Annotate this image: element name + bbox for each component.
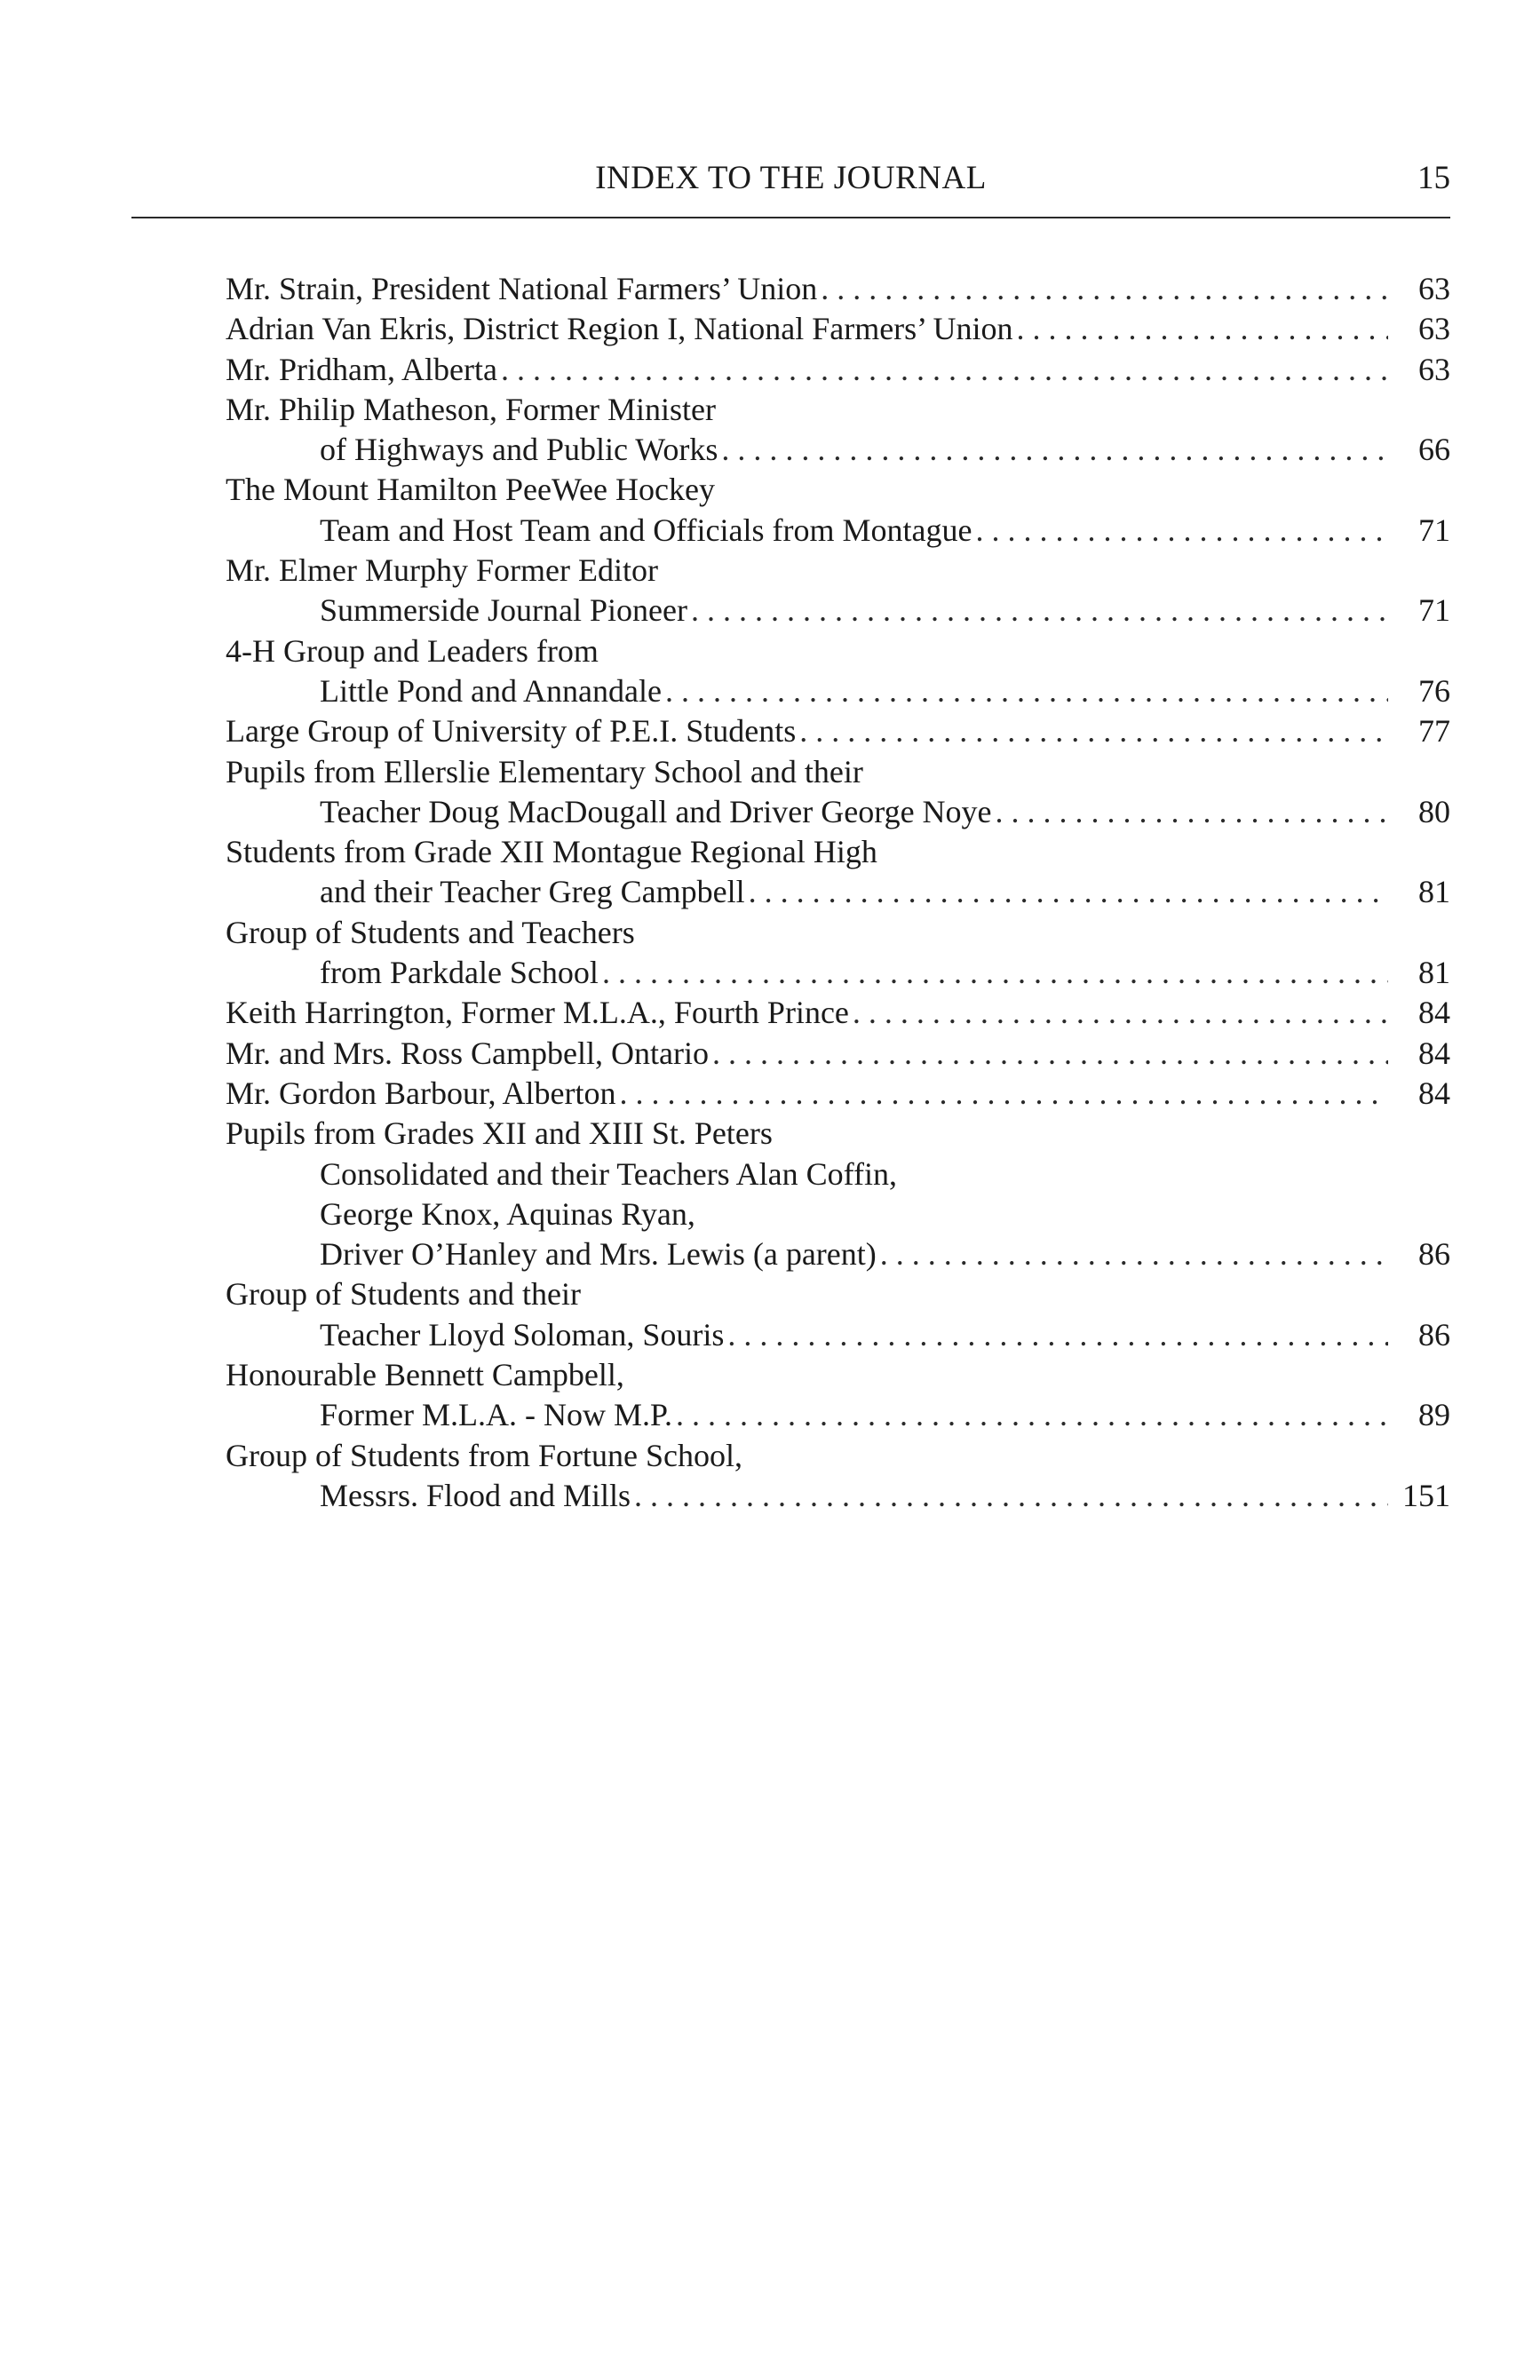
index-entry-text: Honourable Bennett Campbell, — [226, 1357, 624, 1393]
index-entry-text: Mr. Philip Matheson, Former Minister — [226, 391, 716, 427]
index-entry-line — [226, 470, 1450, 510]
index-entry-text: Former M.L.A. - Now M.P. — [320, 1397, 673, 1433]
index-entry-text: Summerside Journal Pioneer — [320, 592, 687, 629]
index-entry-text: Little Pond and Annandale — [320, 672, 662, 709]
dot-leader — [665, 671, 1388, 711]
index-entry-text: Mr. and Mrs. Ross Campbell, Ontario — [226, 1035, 709, 1071]
index-entry-continuation-line — [226, 1234, 1450, 1274]
index-entry — [226, 269, 1450, 309]
index-entry-page: 76 — [1418, 672, 1450, 709]
index-entry-continuation-line — [226, 872, 1450, 912]
index-entry-text: George Knox, Aquinas Ryan, — [320, 1195, 695, 1232]
index-entry — [226, 1074, 1450, 1114]
index-entry — [226, 390, 1450, 471]
index-entry-continuation-line — [226, 671, 1450, 711]
index-entry-line — [226, 269, 1450, 309]
index-entry-continuation-line — [226, 1476, 1450, 1516]
dot-leader — [712, 1034, 1388, 1074]
index-entry-text: Mr. Pridham, Alberta — [226, 351, 497, 387]
index-entry-text: Students from Grade XII Montague Regional High — [226, 834, 877, 870]
dot-leader — [799, 711, 1388, 751]
index-entry — [226, 1114, 1450, 1274]
page-number: 15 — [1417, 160, 1450, 196]
dot-leader — [975, 511, 1388, 551]
index-entry-text: Group of Students from Fortune School, — [226, 1437, 742, 1473]
index-entry-continuation-line — [226, 430, 1450, 470]
index-entry-text: Keith Harrington, Former M.L.A., Fourth Prince — [226, 995, 849, 1031]
index-entry-continuation-line — [226, 1395, 1450, 1435]
index-entry — [226, 1034, 1450, 1074]
index-entry-page: 89 — [1418, 1397, 1450, 1433]
index-entry-text: Group of Students and their — [226, 1276, 581, 1313]
index-entry-line — [226, 993, 1450, 1033]
index-entry-continuation-line — [226, 792, 1450, 832]
index-entry-line — [226, 1436, 1450, 1476]
dot-leader — [1017, 309, 1389, 349]
index-entry-line — [226, 631, 1450, 671]
index-entry-page: 84 — [1418, 1035, 1450, 1071]
index-entry-continuation-line — [226, 591, 1450, 631]
index-entry-page: 80 — [1418, 793, 1450, 829]
index-entry-text: of Highways and Public Works — [320, 432, 718, 468]
dot-leader — [853, 993, 1388, 1033]
index-entry — [226, 309, 1450, 349]
index-entry-line — [226, 711, 1450, 751]
index-entry — [226, 913, 1450, 994]
index-entry — [226, 631, 1450, 712]
index-entry-page: 86 — [1418, 1236, 1450, 1273]
index-entry-text: Group of Students and Teachers — [226, 914, 635, 950]
dot-leader — [634, 1476, 1388, 1516]
index-entry-text: Pupils from Ellerslie Elementary School and their — [226, 753, 863, 789]
index-entry-text: Teacher Doug MacDougall and Driver George Noye — [320, 793, 992, 829]
index-entry-line — [226, 832, 1450, 872]
index-entry-line — [226, 390, 1450, 430]
index-entry — [226, 1274, 1450, 1355]
dot-leader — [721, 430, 1388, 470]
dot-leader — [620, 1074, 1388, 1114]
index-entry-line — [226, 1074, 1450, 1114]
index-entry — [226, 551, 1450, 631]
index-entry-text: Team and Host Team and Officials from Montague — [320, 512, 972, 548]
index-entry-text: Mr. Gordon Barbour, Alberton — [226, 1075, 616, 1111]
index-entry-page: 84 — [1418, 995, 1450, 1031]
dot-leader — [676, 1395, 1388, 1435]
index-entry-page: 84 — [1418, 1075, 1450, 1111]
index-entry-continuation-line — [226, 1315, 1450, 1355]
index-entry-text: Messrs. Flood and Mills — [320, 1477, 631, 1513]
index-entry — [226, 993, 1450, 1033]
index-entry-page: 63 — [1418, 311, 1450, 347]
index-entry-line — [226, 551, 1450, 591]
index-entry-continuation-line — [226, 953, 1450, 993]
index-entry-line — [226, 1274, 1450, 1314]
dot-leader — [691, 591, 1388, 631]
index-entry-text: and their Teacher Greg Campbell — [320, 874, 745, 910]
dot-leader — [602, 953, 1388, 993]
index-entry-page: 63 — [1418, 271, 1450, 306]
index-entry-line — [226, 1355, 1450, 1395]
index-entry-text: Driver O’Hanley and Mrs. Lewis (a parent) — [320, 1236, 877, 1273]
page-header — [131, 155, 1450, 202]
index-entry-text: from Parkdale School — [320, 955, 599, 991]
index-entry-page: 81 — [1418, 874, 1450, 910]
index-entry-line — [226, 309, 1450, 349]
index-entry-page: 71 — [1418, 592, 1450, 629]
index-entry-text: Mr. Elmer Murphy Former Editor — [226, 552, 658, 589]
index-entry-continuation-line — [226, 511, 1450, 551]
index-entry — [226, 1436, 1450, 1517]
index-entry — [226, 1355, 1450, 1436]
index-entry-line — [226, 752, 1450, 792]
index-entry-page: 66 — [1418, 432, 1450, 468]
index-entry-page: 63 — [1418, 351, 1450, 387]
dot-leader — [880, 1234, 1388, 1274]
index-entry-text: Mr. Strain, President National Farmers’ Union — [226, 271, 818, 306]
index-entry — [226, 470, 1450, 551]
index-entry-text: Adrian Van Ekris, District Region I, National Farmers’ Union — [226, 311, 1013, 347]
dot-leader — [996, 792, 1388, 832]
index-entry — [226, 711, 1450, 751]
index-entry-line — [226, 350, 1450, 390]
index-entry-page: 86 — [1418, 1316, 1450, 1353]
index-entry-line — [226, 1034, 1450, 1074]
index-entry-text: Consolidated and their Teachers Alan Coffin, — [320, 1155, 898, 1192]
index-entry-text: Pupils from Grades XII and XIII St. Peters — [226, 1115, 773, 1152]
dot-leader — [749, 872, 1388, 912]
index-entry-text: 4-H Group and Leaders from — [226, 632, 599, 669]
running-title: INDEX TO THE JOURNAL — [595, 160, 987, 196]
dot-leader — [821, 269, 1388, 309]
index-entry-text: Large Group of University of P.E.I. Students — [226, 713, 797, 750]
index-list — [226, 269, 1450, 1516]
index-entry-text: Teacher Lloyd Soloman, Souris — [320, 1316, 725, 1353]
index-entry-text: The Mount Hamilton PeeWee Hockey — [226, 472, 715, 508]
index-entry-page: 77 — [1418, 713, 1450, 750]
index-entry-page: 71 — [1418, 512, 1450, 548]
index-entry-continuation-line — [226, 1194, 1450, 1234]
dot-leader — [727, 1315, 1388, 1355]
dot-leader — [501, 350, 1388, 390]
index-entry-page: 81 — [1418, 955, 1450, 991]
header-rule — [131, 217, 1450, 218]
index-entry — [226, 832, 1450, 913]
index-entry-continuation-line — [226, 1154, 1450, 1194]
index-entry — [226, 350, 1450, 390]
index-entry-line — [226, 913, 1450, 953]
index-entry — [226, 752, 1450, 833]
index-entry-page: 151 — [1402, 1477, 1450, 1513]
index-entry-line — [226, 1114, 1450, 1154]
